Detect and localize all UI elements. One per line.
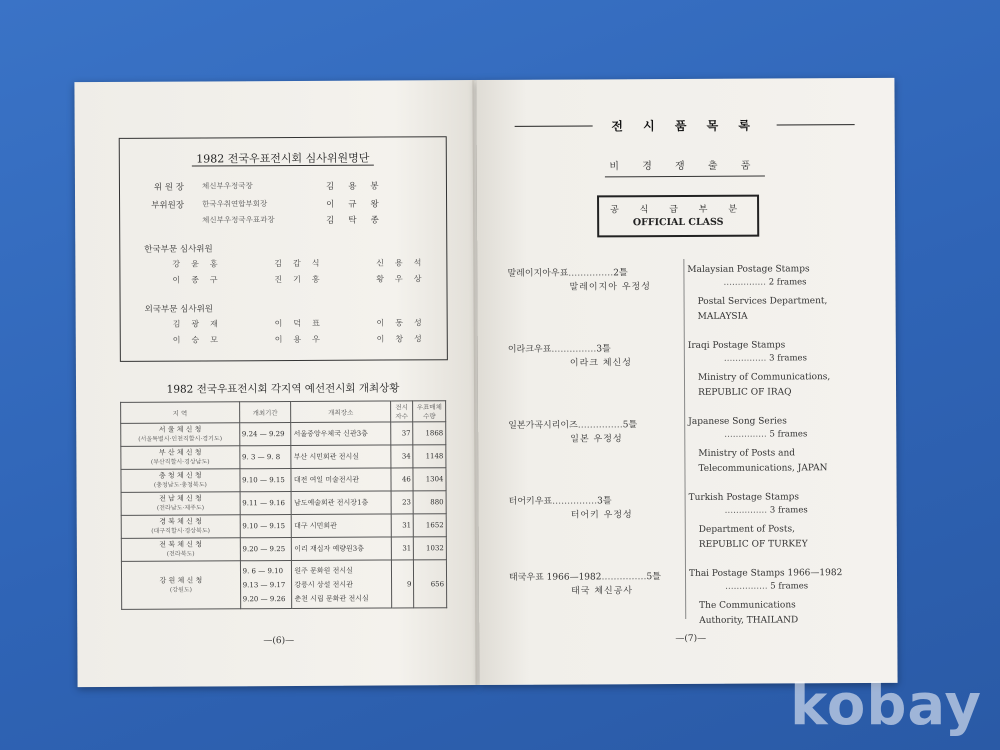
exhibitors-cell: 31	[391, 537, 414, 560]
exhibit-korean-title: 말레이지아우표……………2틀	[507, 268, 628, 279]
booklet-spread	[74, 78, 897, 687]
page-number: —(7)—	[675, 633, 707, 645]
exhibit-english-title: Thai Postage Stamps 1966—1982	[688, 568, 843, 579]
table-row	[121, 560, 446, 610]
non-competitive-subheader: 비 경 쟁 출 품	[605, 157, 765, 178]
official-class-box: 공 식 급 부 분 OFFICIAL CLASS	[597, 195, 759, 238]
period-cell: 9.10 — 9.15	[240, 469, 292, 492]
judge-names-row: 강윤홍 김갑식 신용석	[172, 258, 433, 269]
table-row	[121, 537, 446, 562]
exhibit-item	[508, 340, 878, 412]
table-row	[121, 445, 446, 470]
chair-row: 위 원 장 체신부우정국장 김용봉	[153, 181, 393, 193]
exhibit-frames: …………… 3 frames	[724, 505, 808, 516]
judges-committee-box	[119, 136, 448, 362]
right-page	[476, 78, 897, 685]
exhibit-english-org: Postal Services Department, MALAYSIA	[697, 296, 828, 322]
period-cell: 9.20 — 9.25	[240, 538, 292, 561]
place-cell: 남도예술회관 전시장1층	[291, 491, 390, 515]
frames-cell: 880	[413, 491, 446, 514]
vice-chair-row: 체신부우정국우표과장 김탁종	[202, 215, 393, 226]
exhibitors-cell: 46	[391, 468, 414, 491]
col-header: 개최장소	[291, 401, 390, 423]
exhibitors-cell: 31	[391, 514, 414, 537]
exhibit-item	[509, 568, 879, 640]
vice-chair-row: 부위원장 한국우취연합부회장 이규왕	[151, 199, 393, 211]
exhibit-english-org: Ministry of Communications, REPUBLIC OF IRAQ	[697, 372, 831, 398]
judge-names-row: 이승모 이용우 이창성	[172, 334, 433, 345]
committee-title: 1982 전국우표전시회 심사위원명단	[120, 149, 446, 167]
left-page	[74, 80, 477, 687]
exhibitors-cell: 9	[391, 560, 414, 608]
exhibit-korean-org: 터어키 우정성	[570, 510, 633, 521]
exhibit-english-title: Japanese Song Series	[688, 416, 787, 427]
exhibit-korean-title: 태국우표 1966—1982……………5틀	[508, 572, 661, 583]
place-cell: 대전 여일 미술전시관	[291, 468, 390, 492]
place-cell: 서울중앙우체국 신관3층	[291, 422, 390, 446]
col-header: 우표매체수량	[413, 401, 446, 422]
exhibit-korean-title: 일본가곡시리이즈……………5틀	[508, 420, 638, 431]
exhibit-frames: …………… 3 frames	[723, 353, 807, 364]
region-cell: 충 청 체 신 청 (충청남도·충청북도)	[121, 469, 240, 493]
watermark-logo: kobay	[790, 673, 982, 738]
col-header: 개최기간	[239, 402, 291, 423]
table-row	[121, 422, 446, 447]
exhibit-item	[507, 264, 877, 336]
exhibit-list-header: 전 시 품 목 록	[515, 116, 855, 135]
region-cell: 전 북 체 신 청 (전라북도)	[121, 538, 240, 562]
period-cell: 9.10 — 9.15	[240, 515, 292, 538]
exhibit-frames: …………… 2 frames	[723, 277, 807, 288]
exhibitors-cell: 37	[390, 422, 413, 445]
exhibitors-cell: 23	[391, 491, 414, 514]
table-row	[121, 491, 446, 516]
exhibit-frames: …………… 5 frames	[725, 581, 809, 592]
place-cell: 대구 시민회관	[292, 514, 391, 538]
exhibit-english-org: Department of Posts, REPUBLIC OF TURKEY	[698, 524, 808, 550]
foreign-section-label: 외국부문 심사위원	[144, 304, 214, 315]
exhibit-korean-org: 이라크 체신성	[569, 358, 632, 369]
exhibit-english-title: Turkish Postage Stamps	[688, 492, 800, 503]
table-row	[121, 468, 446, 493]
period-cell: 9.11 — 9.16	[240, 492, 292, 515]
region-cell: 부 산 체 신 청 (부산직할시·경상남도)	[121, 446, 240, 470]
col-header: 지 역	[121, 402, 240, 424]
frames-cell: 656	[414, 560, 447, 608]
prelim-table-title: 1982 전국우표전시회 각지역 예선전시회 개최상황	[166, 382, 400, 396]
judge-names-row: 이종구 진기홍 황우상	[172, 274, 433, 285]
frames-cell: 1148	[413, 445, 446, 468]
region-cell: 전 남 체 신 청 (전라남도·제주도)	[121, 492, 240, 516]
exhibit-item	[508, 416, 878, 488]
period-cell: 9.24 — 9.29	[239, 423, 291, 446]
period-cell: 9. 3 — 9. 8	[239, 446, 291, 469]
exhibit-korean-org: 말레이지아 우정성	[569, 282, 651, 293]
exhibit-frames: …………… 5 frames	[724, 429, 808, 440]
frames-cell: 1304	[413, 468, 446, 491]
frames-cell: 1652	[414, 514, 447, 537]
exhibit-english-org: The Communications Authority, THAILAND	[699, 600, 799, 626]
frames-cell: 1032	[414, 537, 447, 560]
table-header-row	[121, 401, 446, 424]
place-cell: 이리 재십자 예량원3층	[292, 537, 391, 561]
exhibit-english-title: Malaysian Postage Stamps	[687, 264, 810, 275]
frames-cell: 1868	[413, 422, 446, 445]
exhibit-item	[509, 492, 879, 564]
exhibit-korean-title: 이라크우표……………3틀	[507, 344, 611, 355]
exhibit-english-org: Ministry of Posts and Telecommunications, JAPAN	[698, 448, 828, 474]
exhibit-korean-org: 일본 우정성	[570, 434, 623, 445]
region-cell: 서 울 체 신 청 (서울특별시·인천직할시·경기도)	[121, 423, 240, 447]
korean-section-label: 한국부문 심사위원	[144, 244, 213, 255]
place-cell: 부산 시민회관 전시실	[291, 445, 390, 469]
col-header: 전시자수	[390, 401, 413, 422]
exhibitors-cell: 34	[391, 445, 414, 468]
place-cell: 원주 문화원 전시실 강릉시 상설 전시관 춘천 시립 문화관 전시실	[292, 560, 392, 609]
prelim-exhibitions-table	[120, 400, 447, 610]
judge-names-row: 김광재 이덕표 이동성	[172, 318, 433, 329]
exhibit-english-title: Iraqi Postage Stamps	[687, 340, 786, 351]
period-cell: 9. 6 — 9.10 9.13 — 9.17 9.20 — 9.26	[240, 561, 292, 609]
exhibit-korean-title: 터어키우표……………3틀	[508, 496, 612, 507]
region-cell: 강 원 체 신 청 (강원도)	[121, 561, 240, 610]
table-row	[121, 514, 446, 539]
page-number: —(6)—	[263, 636, 295, 647]
region-cell: 경 북 체 신 청 (대구직할시·경상북도)	[121, 515, 240, 539]
exhibit-korean-org: 태국 체신공사	[571, 586, 634, 597]
